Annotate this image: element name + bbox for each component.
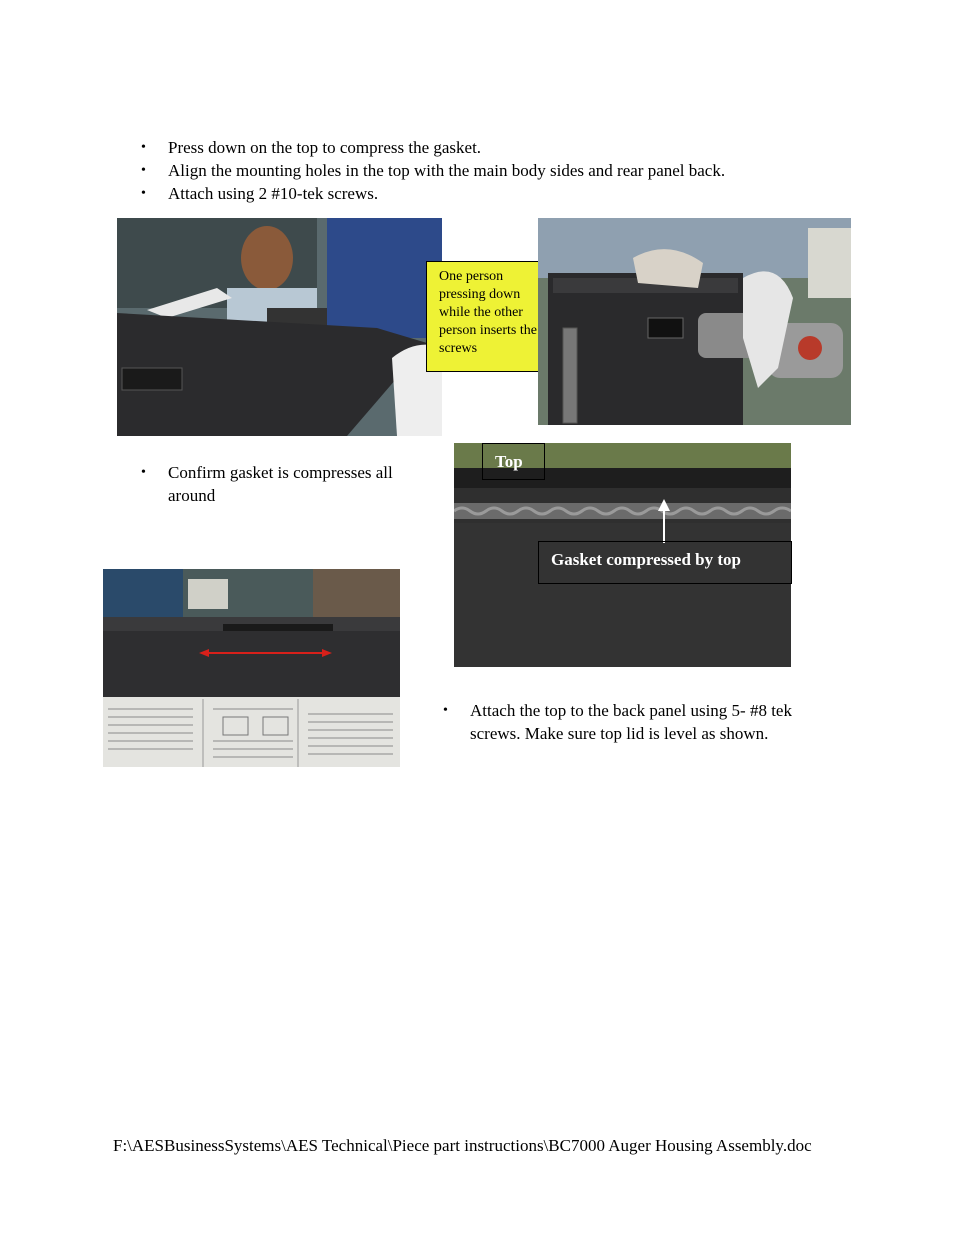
bullet-marker: • <box>443 703 448 718</box>
photo-inserting-screws <box>538 218 851 425</box>
bullet-attach-back-panel <box>443 699 840 745</box>
callout-text: One person pressing down while the other person inserts the screws <box>439 269 537 356</box>
bullet-align-holes <box>141 159 726 182</box>
bullet-press-down <box>141 136 482 159</box>
bullet-marker: • <box>141 140 146 155</box>
callout-note <box>426 261 551 372</box>
bullet-text: Attach using 2 #10-tek screws. <box>168 184 379 203</box>
photo-back-panel <box>103 569 400 767</box>
bullet-text: Confirm gasket is compresses all around <box>168 463 393 505</box>
bullet-marker: • <box>141 186 146 201</box>
label-gasket-compressed <box>538 541 792 584</box>
bullet-text: Press down on the top to compress the gasket. <box>168 138 482 157</box>
bullet-confirm-gasket <box>141 461 433 507</box>
photo-pressing-top <box>117 218 442 436</box>
bullet-text: Align the mounting holes in the top with the main body sides and rear panel back. <box>168 161 726 180</box>
label-top <box>482 443 545 480</box>
label-gasket-text: Gasket compressed by top <box>551 550 741 569</box>
bullet-marker: • <box>141 465 146 480</box>
label-top-text: Top <box>495 452 523 471</box>
bullet-attach-screws <box>141 182 379 205</box>
bullet-marker: • <box>141 163 146 178</box>
bullet-text: Attach the top to the back panel using 5- #8 tek screws. Make sure top lid is level as shown. <box>470 701 792 743</box>
footer-file-path: F:\AESBusinessSystems\AES Technical\Piece part instructions\BC7000 Auger Housing Assembly.doc <box>113 1136 812 1155</box>
